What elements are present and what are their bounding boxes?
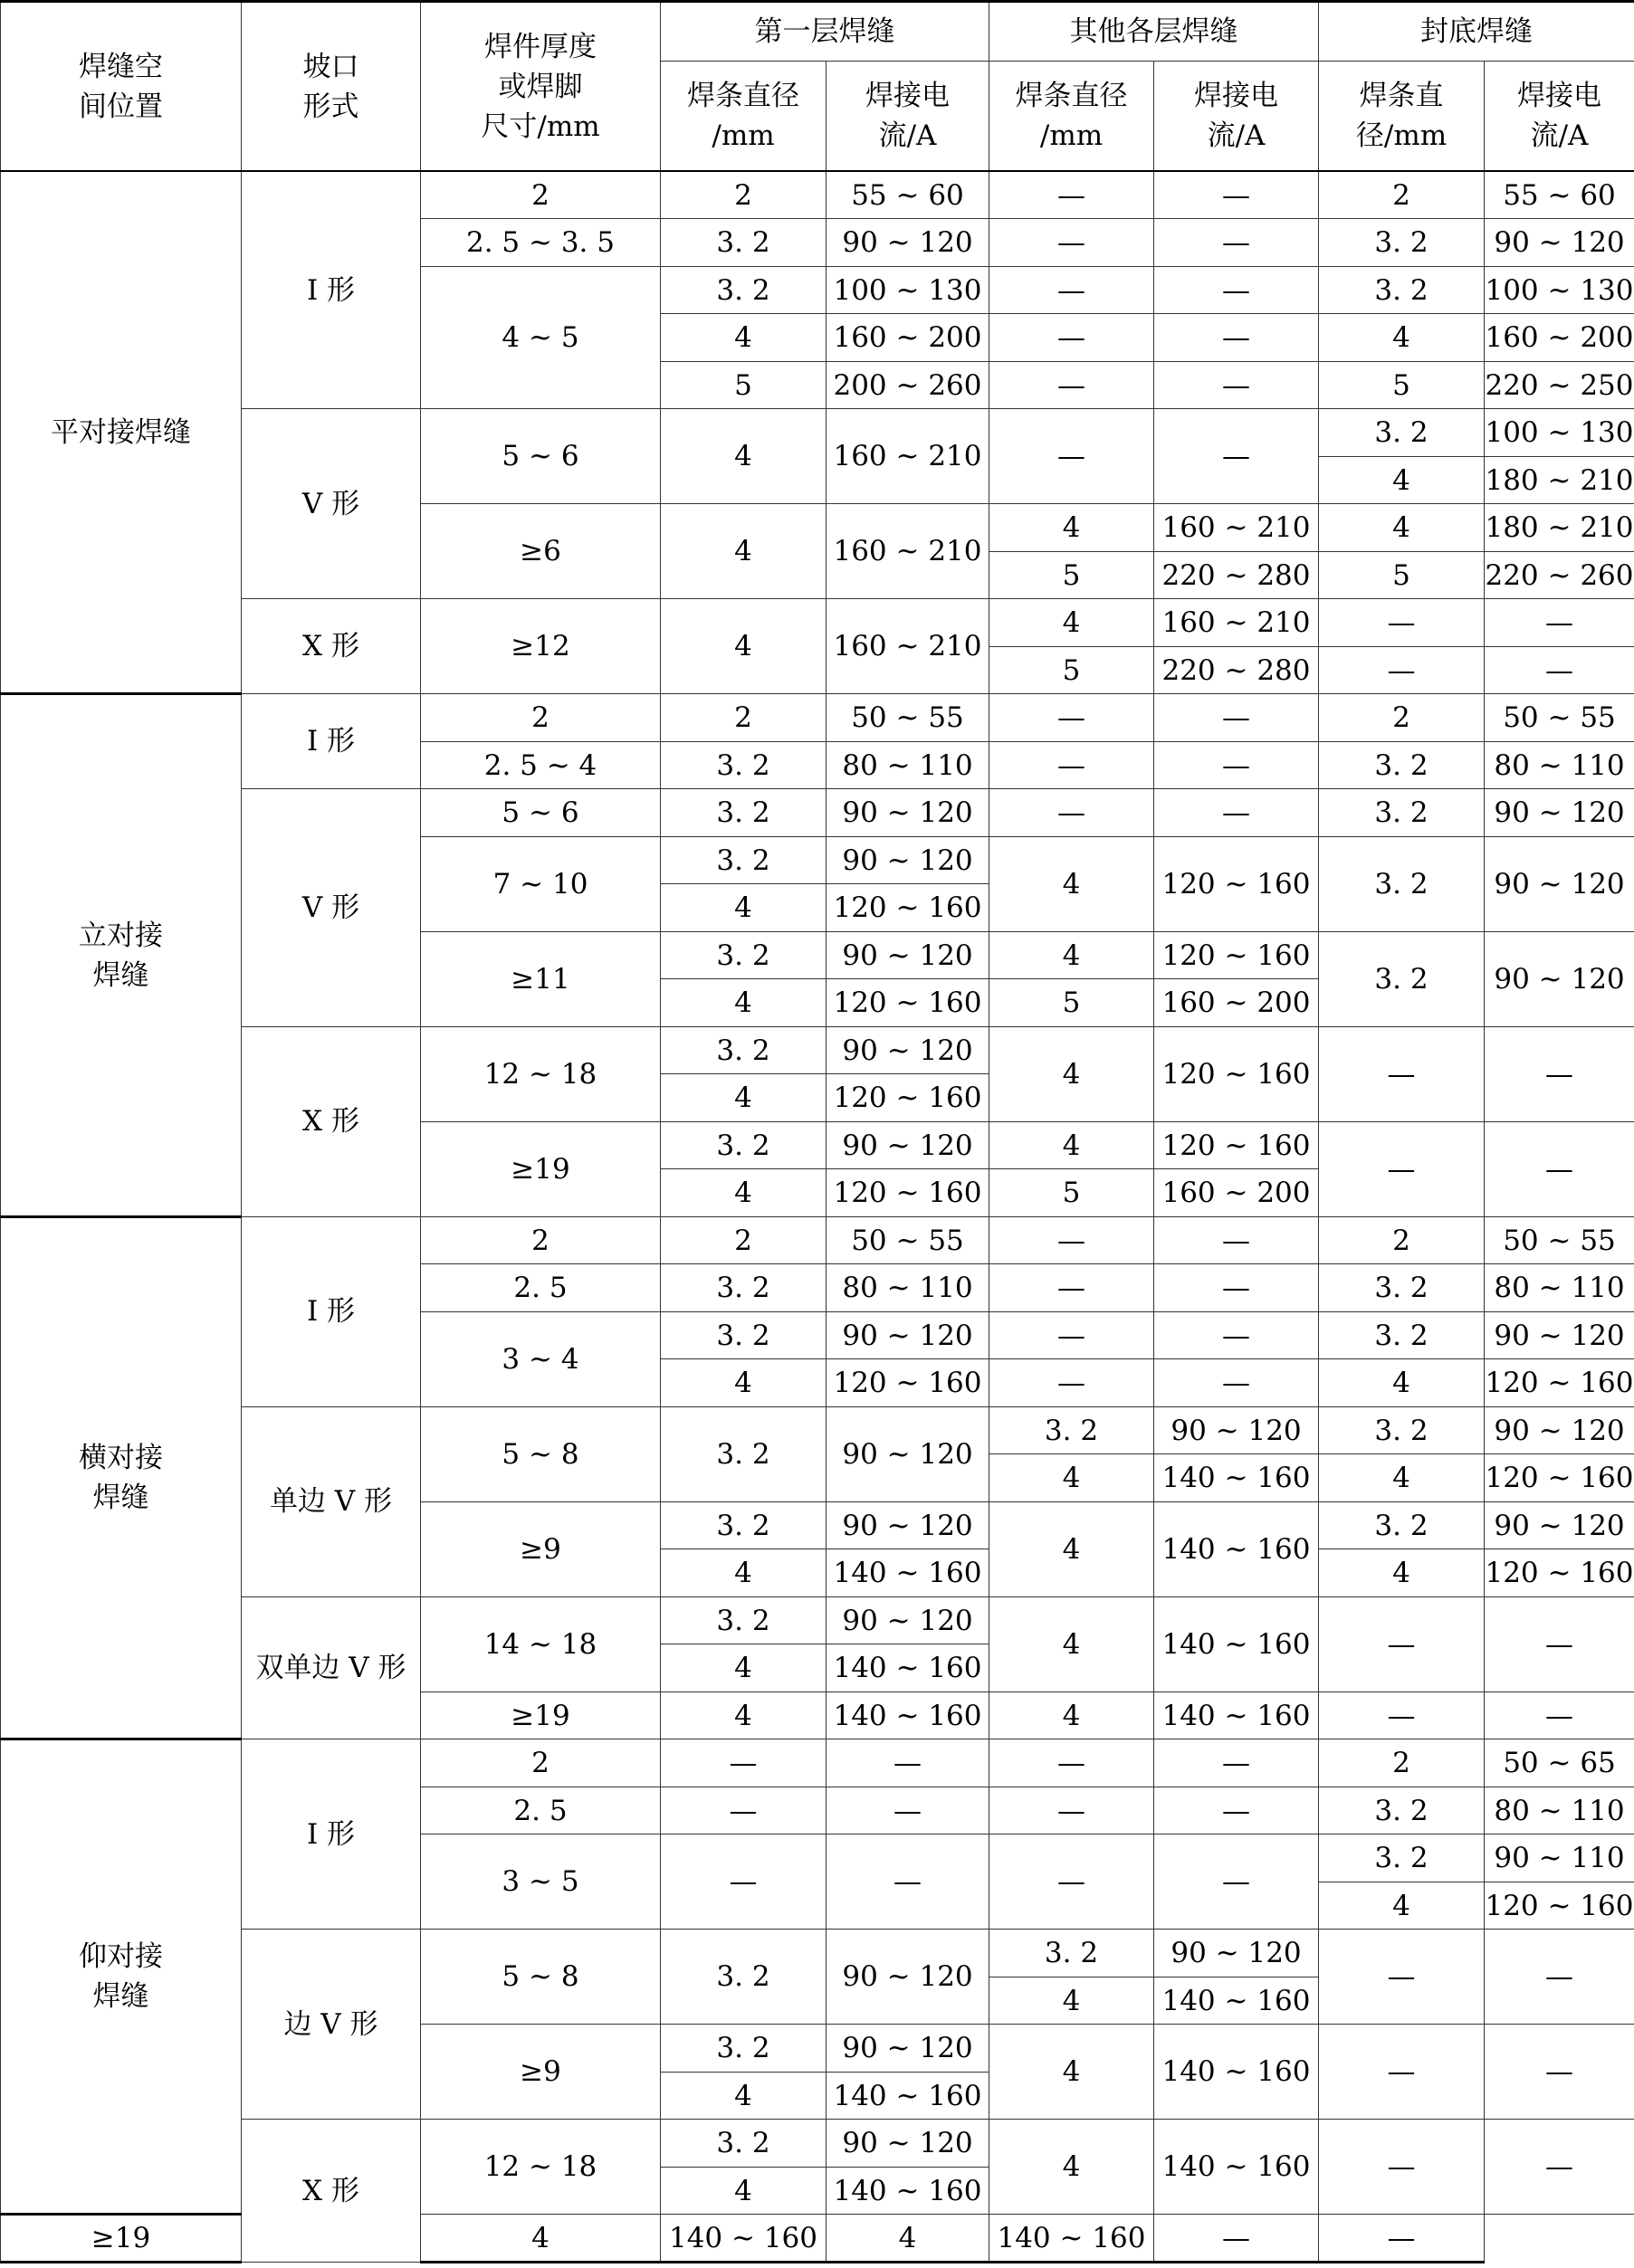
table-cell: ≥19 [421,1691,661,1739]
table-cell: 140 ~ 160 [827,1549,989,1597]
table-cell: 3. 2 [1319,409,1485,457]
table-cell: — [989,741,1154,789]
table-cell: 90 ~ 120 [827,1121,989,1169]
header-back-seal: 封底焊缝 [1319,2,1634,62]
table-cell: 4 [1319,504,1485,552]
table-cell: 50 ~ 65 [1485,1739,1634,1787]
table-cell: 90 ~ 120 [1485,931,1634,1026]
table-cell: 3. 2 [661,789,827,837]
table-cell: 120 ~ 160 [827,979,989,1027]
table-cell: 4 [661,884,827,932]
table-cell: — [1154,2215,1319,2263]
table-cell: 4 [661,979,827,1027]
table-cell: 3. 2 [1319,1311,1485,1359]
table-cell: — [1485,1930,1634,2025]
table-cell: 90 ~ 110 [1485,1834,1634,1882]
table-cell: 120 ~ 160 [1485,1359,1634,1407]
table-cell: — [1319,1691,1485,1739]
table-row [1,1026,1634,1074]
table-cell: 55 ~ 60 [1485,171,1634,219]
table-cell: 90 ~ 120 [1485,789,1634,837]
table-cell: 2 [421,1216,661,1264]
table-cell: 3. 2 [661,2025,827,2073]
table-cell: 4 [661,2072,827,2120]
table-cell: 3 ~ 4 [421,1311,661,1406]
table-cell: 4 [1319,314,1485,362]
table-cell: 160 ~ 210 [827,504,989,599]
table-cell: 4 [989,931,1154,979]
table-cell: 120 ~ 160 [1485,1454,1634,1502]
table-cell: — [1319,599,1485,647]
table-cell: 80 ~ 110 [1485,741,1634,789]
table-cell: 3. 2 [661,1501,827,1549]
table-cell: 140 ~ 160 [989,2215,1154,2263]
table-cell: — [1319,2025,1485,2120]
table-cell: 5 [989,551,1154,599]
table-cell: 120 ~ 160 [827,1169,989,1217]
table-cell: 160 ~ 200 [1485,314,1634,362]
table-cell: — [1485,646,1634,694]
table-cell: 50 ~ 55 [827,694,989,742]
table-cell: 200 ~ 260 [827,361,989,409]
header-other-layers: 其他各层焊缝 [989,2,1319,62]
table-cell: — [989,1216,1154,1264]
table-row [1,789,1634,837]
table-cell: 双单边 V 形 [242,1596,421,1739]
table-cell: — [1319,1930,1485,2025]
table-cell: 3. 2 [1319,1834,1485,1882]
table-cell: 4 [989,599,1154,647]
table-cell: — [1319,646,1485,694]
table-cell: 4 [661,1359,827,1407]
table-cell: X 形 [242,1026,421,1216]
table-cell: 5 ~ 6 [421,789,661,837]
table-row [1,1406,1634,1454]
table-cell: 4 [989,836,1154,931]
table-cell: — [1319,1596,1485,1691]
table-cell: 90 ~ 120 [827,1596,989,1644]
table-cell: — [989,1264,1154,1312]
table-cell: 4 [989,504,1154,552]
table-cell: — [1154,789,1319,837]
table-cell: 5 ~ 8 [421,1930,661,2025]
table-cell: 3. 2 [1319,1264,1485,1312]
table-cell: 4 [1319,1882,1485,1930]
table-row [1,2120,1634,2168]
table-row [1,1216,1634,1264]
table-cell: 220 ~ 250 [1485,361,1634,409]
table-cell: — [1154,1264,1319,1312]
table-cell: 5 [989,646,1154,694]
table-cell: 平对接焊缝 [1,171,242,694]
table-cell: 180 ~ 210 [1485,504,1634,552]
header-groove: 坡口 形式 [242,2,421,172]
header-first-dia: 焊条直径 /mm [661,61,827,171]
table-cell: 3. 2 [661,1026,827,1074]
table-cell: 90 ~ 120 [827,789,989,837]
header-back-dia: 焊条直 径/mm [1319,61,1485,171]
table-cell: 90 ~ 120 [827,2120,989,2168]
table-cell: 4 [989,2025,1154,2120]
table-cell: — [989,361,1154,409]
table-cell: — [1319,1121,1485,1216]
table-cell: 80 ~ 110 [827,1264,989,1312]
table-cell: 3. 2 [661,741,827,789]
table-cell: 2 [421,171,661,219]
table-cell: 90 ~ 120 [827,1026,989,1074]
table-cell: — [827,1834,989,1930]
table-cell: 3. 2 [1319,1406,1485,1454]
table-cell: 4 [661,504,827,599]
table-cell: 4 [421,2215,661,2263]
table-cell: 5 ~ 6 [421,409,661,504]
table-cell: 3. 2 [661,1406,827,1501]
table-cell: — [989,1359,1154,1407]
table-cell: 90 ~ 120 [1485,1406,1634,1454]
table-cell: 90 ~ 120 [827,1311,989,1359]
table-cell: 80 ~ 110 [1485,1787,1634,1834]
table-cell: 7 ~ 10 [421,836,661,931]
table-cell: 90 ~ 120 [827,1406,989,1501]
table-cell: ≥6 [421,504,661,599]
table-cell: 横对接 焊缝 [1,1216,242,1739]
table-cell: 5 [1319,551,1485,599]
table-cell: 3. 2 [661,266,827,314]
table-cell: 2 [1319,171,1485,219]
table-cell: 4 [989,1121,1154,1169]
table-cell: 160 ~ 210 [1154,504,1319,552]
table-cell: 160 ~ 210 [827,599,989,694]
table-cell: 5 [989,979,1154,1027]
table-cell: 140 ~ 160 [1154,1691,1319,1739]
table-cell: 4 [661,2167,827,2215]
table-cell: 3. 2 [661,836,827,884]
table-cell: 12 ~ 18 [421,2120,661,2215]
table-cell: 120 ~ 160 [827,884,989,932]
table-cell: — [1485,599,1634,647]
table-cell: 90 ~ 120 [1485,1501,1634,1549]
table-cell: 3. 2 [661,1264,827,1312]
table-cell: ≥12 [421,599,661,694]
table-cell: — [989,314,1154,362]
table-cell: — [989,1739,1154,1787]
table-cell: 100 ~ 130 [827,266,989,314]
table-cell: 220 ~ 260 [1485,551,1634,599]
header-other-cur: 焊接电 流/A [1154,61,1319,171]
table-cell: 4 [989,1596,1154,1691]
table-cell: 80 ~ 110 [1485,1264,1634,1312]
header-back-cur: 焊接电 流/A [1485,61,1634,171]
table-cell: — [989,409,1154,504]
table-cell: 100 ~ 130 [1485,266,1634,314]
table-cell: 140 ~ 160 [1154,1977,1319,2025]
table-cell: 4 [989,1501,1154,1596]
table-cell: ≥11 [421,931,661,1026]
table-cell: 4 [989,1691,1154,1739]
table-cell: 100 ~ 130 [1485,409,1634,457]
table-cell: I 形 [242,694,421,789]
table-cell: 50 ~ 55 [827,1216,989,1264]
header-other-dia: 焊条直径 /mm [989,61,1154,171]
table-cell: 4 [827,2215,989,2263]
table-row [1,694,1634,742]
table-cell: — [1154,694,1319,742]
table-cell: 90 ~ 120 [1154,1406,1319,1454]
table-cell: — [1154,171,1319,219]
table-cell: 3. 2 [1319,1501,1485,1549]
table-cell: 3. 2 [661,1596,827,1644]
table-cell: — [1154,1739,1319,1787]
table-cell: 仰对接 焊缝 [1,1739,242,2215]
table-cell: — [989,1834,1154,1930]
header-thickness: 焊件厚度 或焊脚 尺寸/mm [421,2,661,172]
table-cell: 5 [661,361,827,409]
table-cell: 140 ~ 160 [661,2215,827,2263]
table-cell: — [1154,266,1319,314]
table-cell: 160 ~ 210 [827,409,989,504]
table-cell: 3. 2 [1319,789,1485,837]
table-cell: — [1154,1834,1319,1930]
table-cell: 140 ~ 160 [1154,1596,1319,1691]
table-cell: 2 [661,1216,827,1264]
table-cell: 180 ~ 210 [1485,456,1634,504]
table-cell: 4 [661,409,827,504]
table-cell: 90 ~ 120 [1485,836,1634,931]
table-cell: 120 ~ 160 [827,1074,989,1122]
table-cell: X 形 [242,2120,421,2263]
table-cell: 3. 2 [661,1930,827,2025]
table-cell: — [1485,1596,1634,1691]
table-cell: 4 [661,599,827,694]
table-cell: 2. 5 ~ 3. 5 [421,219,661,267]
table-cell: — [1319,2215,1485,2263]
table-cell: 2 [1319,1216,1485,1264]
table-cell: 120 ~ 160 [1154,931,1319,979]
table-cell: 4 [989,2120,1154,2215]
table-cell: 120 ~ 160 [1485,1549,1634,1597]
table-cell: 160 ~ 200 [1154,979,1319,1027]
table-cell: — [827,1739,989,1787]
table-cell: 12 ~ 18 [421,1026,661,1121]
table-cell: 140 ~ 160 [1154,2025,1319,2120]
table-cell: 14 ~ 18 [421,1596,661,1691]
table-cell: 2 [661,171,827,219]
table-cell: 90 ~ 120 [827,219,989,267]
table-cell: — [989,694,1154,742]
table-cell: 160 ~ 200 [1154,1169,1319,1217]
table-cell: 4 [661,1169,827,1217]
table-cell: — [1154,1787,1319,1834]
table-cell: — [1319,1026,1485,1121]
table-cell: 140 ~ 160 [1154,2120,1319,2215]
table-cell: 90 ~ 120 [1154,1930,1319,1977]
table-cell: — [989,171,1154,219]
table-cell: ≥19 [1,2215,242,2263]
table-cell: 2. 5 [421,1787,661,1834]
table-cell: — [989,1787,1154,1834]
table-cell: 4 [661,1549,827,1597]
table-cell: 2 [1319,694,1485,742]
table-cell: 120 ~ 160 [1154,1026,1319,1121]
table-cell: — [1319,2120,1485,2215]
table-cell: — [1154,1216,1319,1264]
table-cell: ≥9 [421,1501,661,1596]
table-row [1,1930,1634,1977]
table-cell: I 形 [242,1216,421,1406]
table-cell: 220 ~ 280 [1154,646,1319,694]
table-cell: ≥9 [421,2025,661,2120]
table-cell: 2 [661,694,827,742]
table-cell: 3. 2 [661,2120,827,2168]
table-cell: 4 [989,1026,1154,1121]
table-cell: 2. 5 [421,1264,661,1312]
table-cell: 140 ~ 160 [1154,1454,1319,1502]
table-cell: 90 ~ 120 [1485,219,1634,267]
table-cell: 160 ~ 210 [1154,599,1319,647]
table-cell: 90 ~ 120 [827,1930,989,2025]
table-cell: 5 ~ 8 [421,1406,661,1501]
table-cell: 140 ~ 160 [827,2167,989,2215]
table-cell: — [1154,219,1319,267]
table-cell: 3. 2 [661,1311,827,1359]
table-cell: 140 ~ 160 [1154,1501,1319,1596]
table-cell: 4 [661,1691,827,1739]
table-cell: 3. 2 [1319,219,1485,267]
table-cell: 3. 2 [1319,266,1485,314]
table-cell: 90 ~ 120 [827,2025,989,2073]
table-cell: — [1485,2025,1634,2120]
table-cell: 3 ~ 5 [421,1834,661,1930]
table-cell: — [989,1311,1154,1359]
table-cell: 4 [1319,1454,1485,1502]
table-cell: — [1485,2120,1634,2215]
table-cell: 3. 2 [1319,931,1485,1026]
table-cell: 3. 2 [989,1406,1154,1454]
table-cell: — [989,789,1154,837]
table-cell: — [1485,1121,1634,1216]
table-cell: 50 ~ 55 [1485,694,1634,742]
table-cell: 2. 5 ~ 4 [421,741,661,789]
table-cell: 4 [1319,1549,1485,1597]
table-cell: — [661,1739,827,1787]
table-cell: 4 [1319,1359,1485,1407]
table-cell: ≥19 [421,1121,661,1216]
table-cell: — [1485,1691,1634,1739]
header-first-cur: 焊接电 流/A [827,61,989,171]
table-cell: 4 [661,1644,827,1692]
table-cell: — [1154,314,1319,362]
table-cell: — [1485,1026,1634,1121]
table-cell: 160 ~ 200 [827,314,989,362]
table-cell: I 形 [242,1739,421,1930]
table-cell: — [989,266,1154,314]
table-cell: 4 ~ 5 [421,266,661,409]
table-cell: 3. 2 [1319,741,1485,789]
table-cell: 5 [1319,361,1485,409]
table-cell: 90 ~ 120 [827,1501,989,1549]
table-row [1,409,1634,457]
table-cell: 单边 V 形 [242,1406,421,1596]
table-cell: — [1154,741,1319,789]
table-row [1,1596,1634,1644]
table-cell: 4 [1319,456,1485,504]
table-cell: 80 ~ 110 [827,741,989,789]
table-cell: 140 ~ 160 [827,1691,989,1739]
table-cell: 边 V 形 [242,1930,421,2120]
table-cell: 3. 2 [1319,836,1485,931]
table-cell: 140 ~ 160 [827,2072,989,2120]
table-cell: 3. 2 [661,1121,827,1169]
table-cell: 220 ~ 280 [1154,551,1319,599]
table-row [1,1739,1634,1787]
table-cell: 4 [989,1454,1154,1502]
table-cell: 90 ~ 120 [827,836,989,884]
table-cell: — [989,219,1154,267]
table-cell: — [1154,1359,1319,1407]
table-cell: — [1154,361,1319,409]
table-cell: 2 [421,694,661,742]
table-cell: — [1154,409,1319,504]
table-cell: — [661,1834,827,1930]
table-row [1,171,1634,219]
table-cell: V 形 [242,789,421,1027]
table-cell: — [827,1787,989,1834]
table-cell: 5 [989,1169,1154,1217]
table-cell: — [1154,1311,1319,1359]
table-cell: 3. 2 [661,219,827,267]
table-cell: 2 [1319,1739,1485,1787]
table-cell: 55 ~ 60 [827,171,989,219]
table-row [1,599,1634,647]
table-cell: 50 ~ 55 [1485,1216,1634,1264]
table-cell: 3. 2 [661,931,827,979]
table-cell: 4 [661,1074,827,1122]
table-cell: X 形 [242,599,421,694]
table-cell: 3. 2 [1319,1787,1485,1834]
table-cell: 2 [421,1739,661,1787]
table-cell: V 形 [242,409,421,599]
table-cell: 120 ~ 160 [1485,1882,1634,1930]
header-first-layer: 第一层焊缝 [661,2,989,62]
table-cell: 4 [661,314,827,362]
table-cell: 90 ~ 120 [827,931,989,979]
table-cell: 4 [989,1977,1154,2025]
table-cell: — [661,1787,827,1834]
table-cell: 120 ~ 160 [1154,836,1319,931]
table-cell: 90 ~ 120 [1485,1311,1634,1359]
header-position: 焊缝空 间位置 [1,2,242,172]
table-cell: I 形 [242,171,421,409]
table-cell: 140 ~ 160 [827,1644,989,1692]
table-cell: 3. 2 [989,1930,1154,1977]
table-cell: 120 ~ 160 [827,1359,989,1407]
table-cell: 120 ~ 160 [1154,1121,1319,1169]
table-cell: 立对接 焊缝 [1,694,242,1217]
